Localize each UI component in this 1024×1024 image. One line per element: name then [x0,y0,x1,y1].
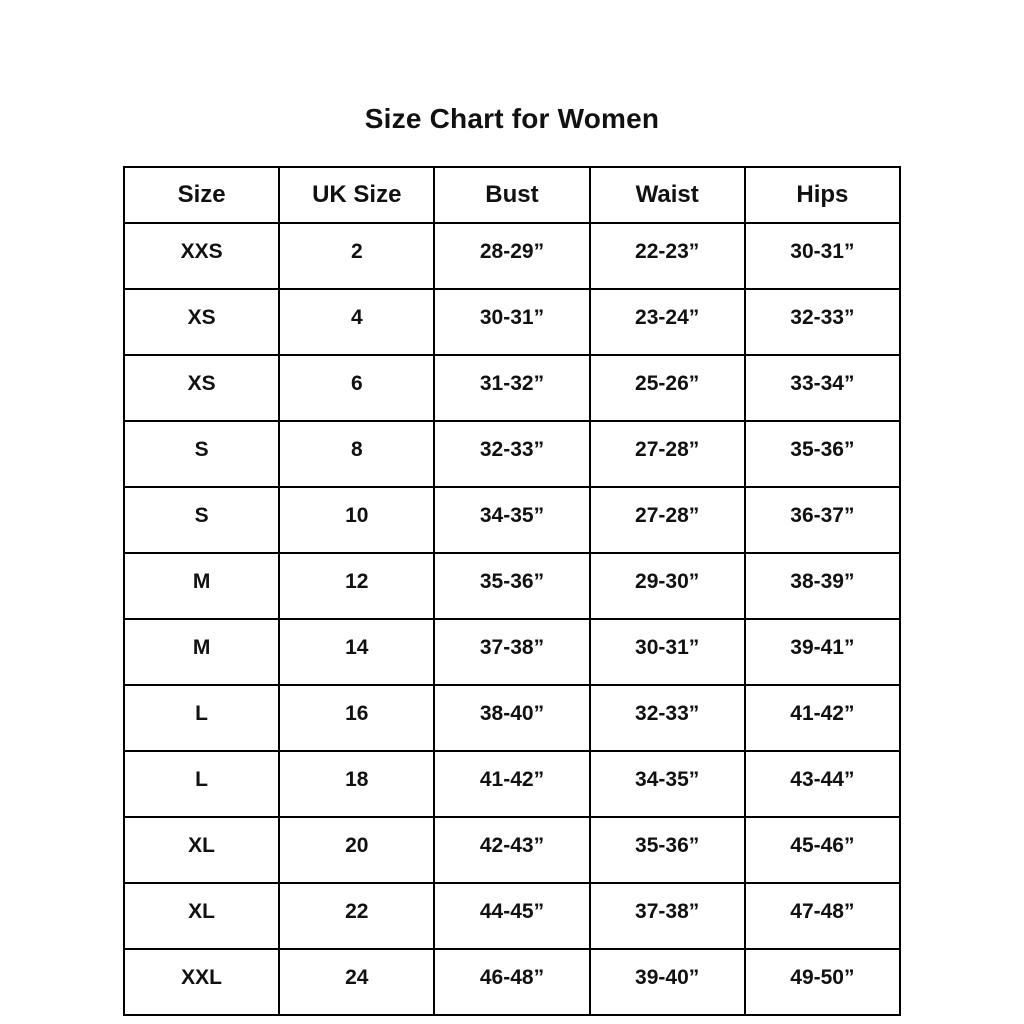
table-cell: 20 [279,817,434,883]
page-title: Size Chart for Women [364,103,660,134]
table-cell: 32-33” [590,685,745,751]
table-row [124,355,900,421]
table-row [124,421,900,487]
table-cell: 39-41” [745,619,900,685]
table-header-row [124,167,900,223]
table-cell: XS [124,289,279,355]
table-cell: 35-36” [590,817,745,883]
table-row [124,487,900,553]
table-cell: M [124,619,279,685]
table-cell: 10 [279,487,434,553]
table-cell: 16 [279,685,434,751]
table-cell: 22-23” [590,223,745,289]
table-cell: S [124,421,279,487]
table-body [124,223,900,1015]
table-cell: 43-44” [745,751,900,817]
table-cell: XS [124,355,279,421]
table-cell: 2 [279,223,434,289]
column-header-uk-size: UK Size [279,167,434,223]
table-row [124,553,900,619]
table-cell: 37-38” [590,883,745,949]
column-header-hips: Hips [745,167,900,223]
table-row [124,685,900,751]
table-cell: 29-30” [590,553,745,619]
table-cell: L [124,751,279,817]
table-cell: 6 [279,355,434,421]
table-cell: 35-36” [434,553,589,619]
table-cell: S [124,487,279,553]
table-cell: 41-42” [434,751,589,817]
column-header-size: Size [124,167,279,223]
table-cell: 42-43” [434,817,589,883]
table-cell: 34-35” [590,751,745,817]
size-chart-table [123,166,901,1016]
table-cell: XL [124,817,279,883]
table-cell: 4 [279,289,434,355]
column-header-bust: Bust [434,167,589,223]
table-cell: XL [124,883,279,949]
table-cell: 34-35” [434,487,589,553]
table-cell: 39-40” [590,949,745,1015]
table-row [124,883,900,949]
table-row [124,619,900,685]
table-cell: 36-37” [745,487,900,553]
table-cell: 22 [279,883,434,949]
table-cell: 30-31” [434,289,589,355]
table-cell: 38-39” [745,553,900,619]
table-cell: 47-48” [745,883,900,949]
table-cell: 28-29” [434,223,589,289]
table-cell: 31-32” [434,355,589,421]
table-cell: 49-50” [745,949,900,1015]
table-cell: 41-42” [745,685,900,751]
table-cell: 35-36” [745,421,900,487]
column-header-waist: Waist [590,167,745,223]
table-cell: 45-46” [745,817,900,883]
table-cell: 30-31” [745,223,900,289]
table-cell: 33-34” [745,355,900,421]
table-cell: 30-31” [590,619,745,685]
table-row [124,223,900,289]
table-row [124,817,900,883]
table-cell: 14 [279,619,434,685]
table-cell: 32-33” [434,421,589,487]
table-row [124,289,900,355]
table-cell: 27-28” [590,487,745,553]
table-cell: 44-45” [434,883,589,949]
table-row [124,751,900,817]
table-cell: 46-48” [434,949,589,1015]
table-header [124,167,900,223]
table-cell: 18 [279,751,434,817]
table-cell: M [124,553,279,619]
table-cell: 12 [279,553,434,619]
table-cell: 27-28” [590,421,745,487]
table-cell: XXL [124,949,279,1015]
table-cell: 23-24” [590,289,745,355]
table-row [124,949,900,1015]
table-cell: 32-33” [745,289,900,355]
table-cell: 8 [279,421,434,487]
table-cell: 37-38” [434,619,589,685]
table-cell: L [124,685,279,751]
table-cell: XXS [124,223,279,289]
table-cell: 25-26” [590,355,745,421]
table-cell: 38-40” [434,685,589,751]
table-cell: 24 [279,949,434,1015]
